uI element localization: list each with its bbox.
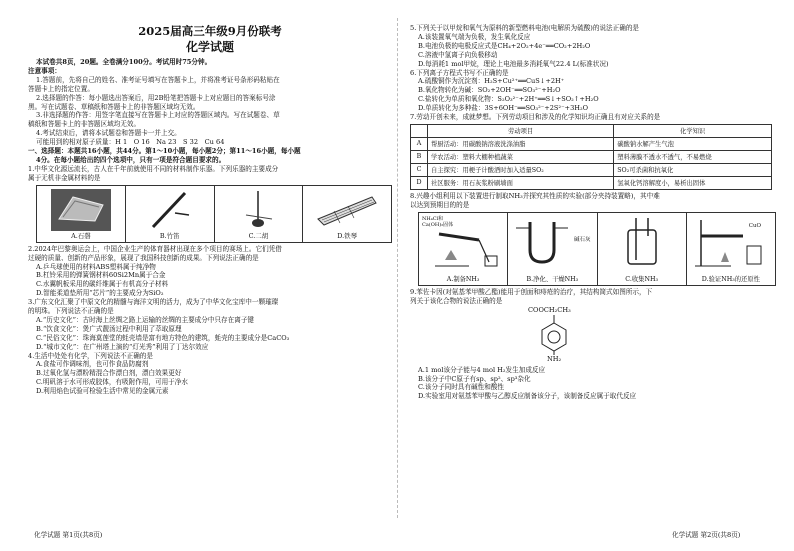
subject-title: 化学试题 [185, 40, 234, 54]
ester-group-label: COOCH₂CH₃ [528, 305, 571, 314]
q6-option-b: B.氧化物转化为碱：SO₂+2OH⁻══SO₃²⁻+H₂O [418, 86, 561, 95]
gas-collection-bottle-diagram [612, 216, 672, 270]
q2-option-c: C.水翼帆板采用的碳纤维属于有机高分子材料 [36, 280, 169, 289]
table-cell: D [411, 176, 428, 189]
q2-option-d: D.智能柔道垫所用“芯片”的主要成分为SiO₂ [36, 289, 164, 298]
note-line: 1.答题前，先将自己的姓名、准考证号填写在答题卡上，并将准考证号条形码粘贴在 [36, 75, 280, 84]
exam-title: 2025届高三年级9月份联考 [138, 24, 282, 38]
q9-option-c: C.该分子同时具有碱性和酸性 [418, 383, 505, 392]
table-header-cell: 劳动项目 [428, 124, 614, 137]
table-cell: 自主探究：用梗子计酸酒时加入适量SO₂ [428, 163, 614, 176]
q9-option-b: B.该分子中C原子有sp、sp²、sp³杂化 [418, 374, 531, 383]
q8-option-c: C.收集NH₃ [625, 275, 658, 283]
benzocaine-structure [510, 306, 630, 366]
q4-option-a: A.食盐可作调味剂，也可作食品防腐剂 [36, 360, 149, 369]
note-line: 2.选择题的作答：每小题选出答案后，用2B铅笔把答题卡上对应题目的答案标号涂 [36, 93, 276, 102]
q4-option-d: D.利用焰色试验可检验生活中常见的金属元素 [36, 387, 169, 396]
table-cell: 帮厨活动：用碳酸钠溶液洗涤油脂 [428, 137, 614, 150]
q9-option-a: A.1 mol该分子能与4 mol H₂发生加成反应 [418, 365, 546, 374]
q5-option-d: D.每消耗1 mol甲烷，理论上电池最多消耗氧气22.4 L(标准状况) [418, 59, 609, 68]
table-cell: 塑料薄膜不透水不透气，不易燃烧 [614, 150, 772, 163]
q3-stem: 3.广东文化汇聚了中原文化的精髓与海洋文明的活力，成为了中华文化宝库中一颗璀璨 [28, 298, 279, 307]
benzene-ring-diagram [524, 315, 584, 355]
q2-option-a: A.乒乓球使用的材料ABS塑料属于纯净物 [36, 262, 156, 271]
table-cell: A [411, 137, 428, 150]
q7-table [410, 124, 772, 190]
q1-option-a: A.石磬 [71, 231, 91, 240]
q8-stem: 8.兴趣小组利用以下装置进行制取NH₃并探究其性质的实验(部分夹持装置略)，其中难 [410, 191, 660, 200]
q2-option-b: B.杠铃采用的弹簧钢材料60Si2Mn属于合金 [36, 271, 166, 280]
q1-figure-b [126, 186, 215, 242]
table-cell: 学农活动：塑料大棚种植蔬菜 [428, 150, 614, 163]
table-cell: 社区服务：用石灰浆粉刷墙面 [428, 176, 614, 189]
q8-apparatus-row [418, 212, 776, 286]
q1-option-d: D.铁琴 [337, 231, 357, 240]
exam-info: 本试卷共8页，20题。全卷满分100分。考试用时75分钟。 [36, 58, 212, 66]
note-line: 答题卡上的指定位置。 [28, 84, 94, 93]
table-cell: SO₂可杀菌和抗氧化 [614, 163, 772, 176]
q4-stem: 4.生活中处处有化学，下列说法不正确的是 [28, 351, 153, 360]
note-line: 黑。写在试题卷、草稿纸和答题卡上的非答题区域均无效。 [28, 102, 200, 111]
atomic-masses: 可能用到的相对原子质量：H 1 O 16 Na 23 S 32 Cu 64 [36, 138, 225, 147]
page-footer-left: 化学试题 第1页(共8页) [34, 531, 103, 539]
q1-option-c: C.二胡 [248, 231, 269, 240]
note-line: 4.考试结束后，请将本试题卷和答题卡一并上交。 [36, 129, 181, 138]
q3-option-d: D.“城市文化”：在广州塔上演的“灯光秀”利用了丁达尔效应 [36, 342, 209, 351]
apparatus-b [508, 213, 597, 285]
q3-option-c: C.“民俗文化”：珠海莫莲堂的蚝壳墙是富有地方特色的建筑，蚝壳的主要成分是CaCO₃ [36, 333, 290, 342]
q8-option-a: A.制备NH₃ [446, 275, 480, 283]
q3-option-b: B.“饮食文化”：煲广式靓汤过程中利用了萃取原理 [36, 324, 182, 333]
table-row [411, 176, 772, 189]
q6-option-d: D.单质转化为多种盐：3S+6OH⁻══SO₃²⁻+2S²⁻+3H₂O [418, 104, 589, 113]
column-divider [397, 18, 398, 518]
stone-chime-image [51, 189, 111, 231]
q2-stem: 过硬的质量、创新的产品形象，展现了我国科技创新的成果。下列说法正确的是 [28, 253, 259, 262]
notes-label: 注意事项： [28, 66, 61, 75]
cuo-label: CuO [748, 222, 761, 229]
q8-stem: 以达到预期目的的是 [410, 200, 470, 209]
q3-stem: 的明珠。下列说法不正确的是 [28, 307, 114, 316]
q5-stem: 5.下列关于以甲烷和氧气为原料的新型燃料电池(电解质为硫酸)的说法正确的是 [410, 24, 640, 32]
table-cell: C [411, 163, 428, 176]
table-cell: B [411, 150, 428, 163]
q8-option-d: D.验证NH₃的还原性 [701, 275, 760, 283]
q4-option-c: C.明矾溶于水可形成胶体，有吸附作用，可用于净水 [36, 378, 188, 387]
iron-zither-image [314, 189, 380, 231]
q6-option-a: A.硫酸铜作为沉淀剂：H₂S+Cu²⁺══CuS↓+2H⁺ [418, 77, 565, 86]
q1-option-b: B.竹笛 [159, 231, 180, 240]
note-line: 稿纸和答题卡上的非答题区域均无效。 [28, 120, 141, 129]
q1-stem: 属于无机非金属材料的是 [28, 173, 101, 182]
q1-figure-row [36, 185, 392, 243]
q1-figure-c [215, 186, 304, 242]
table-row [411, 150, 772, 163]
q9-stem: 9.苯佐卡因(对氨基苯甲酸乙酯)能用于创面和痔疮的治疗，其结构简式如图所示，下 [410, 287, 653, 296]
table-header-row [411, 124, 772, 137]
apparatus-c [598, 213, 687, 285]
table-cell: 氢氧化钙溶解度小，易析出固体 [614, 176, 772, 189]
apparatus-d [687, 213, 775, 285]
q1-figure-d [303, 186, 391, 242]
q9-option-d: D.实验室用对氨基苯甲酸与乙醇反应制备该分子，该制备反应属于取代反应 [418, 392, 637, 401]
note-line: 3.非选择题的作答：用签字笔直接写在答题卡上对应的答题区域内。写在试题卷、草 [36, 111, 280, 120]
q1-figure-a [37, 186, 126, 242]
apparatus-a [419, 213, 508, 285]
q5-option-a: A.该装置氧气端为负极，发生氧化反应 [418, 32, 531, 41]
q1-stem: 1.中华文化源远流长，古人在千年前就使用不同的材料制作乐器。下列乐器的主要成分 [28, 164, 279, 173]
table-row [411, 137, 772, 150]
q5-option-b: B.电池负极的电极反应式是CH₄+2O₂+4e⁻══CO₂+2H₂O [418, 41, 591, 50]
table-row [411, 163, 772, 176]
u-tube-diagram [512, 216, 592, 270]
q7-stem: 7.劳动开创未来，成就梦想。下列劳动项目和涉及的化学知识均正确且有对应关系的是 [410, 113, 661, 122]
q6-option-c: C.盐转化为单质和氧化物：S₂O₃²⁻+2H⁺══S↓+SO₂↑+H₂O [418, 95, 599, 104]
q8-option-b: B.净化、干燥NH₃ [526, 275, 579, 283]
section-heading: 一、选择题：本题共16小题，共44分。第1～10小题，每小题2分；第11～16小题，每小题 [28, 147, 301, 156]
left-column [28, 24, 392, 396]
q2-stem: 2.2024年巴黎奥运会上，中国企业生产的体育器材出现在多个项目的赛场上。它们凭借 [28, 244, 282, 253]
q9-stem: 列关于该化合物的说法正确的是 [410, 296, 503, 305]
q3-option-a: A.“历史文化”：古时海上丝绸之路上运输的丝绸的主要成分中只存在离子键 [36, 315, 255, 324]
q6-stem: 6.下列离子方程式书写不正确的是 [410, 68, 509, 77]
bamboo-flute-image [145, 189, 195, 231]
table-cell: 碳酸钠水解产生气泡 [614, 137, 772, 150]
page-footer-right: 化学试题 第2页(共8页) [672, 531, 741, 539]
amino-group-label: NH₂ [547, 354, 562, 363]
section-heading: 4分。在每小题给出的四个选项中，只有一项是符合题目要求的。 [36, 155, 226, 164]
q5-option-c: C.溶液中氢离子向负极移动 [418, 50, 498, 59]
q4-option-b: B.过氧化氢与漂粉精混合作漂白剂，漂白效果更好 [36, 369, 182, 378]
right-column [410, 24, 774, 401]
reagent-label: NH₄Cl和Ca(OH)₂固体 [422, 215, 454, 228]
erhu-image [238, 189, 278, 231]
table-header-cell: 化学知识 [614, 124, 772, 137]
table-header-cell [411, 124, 428, 137]
heating-tube-diagram [425, 216, 505, 270]
lime-label: 碱石灰 [573, 236, 591, 243]
